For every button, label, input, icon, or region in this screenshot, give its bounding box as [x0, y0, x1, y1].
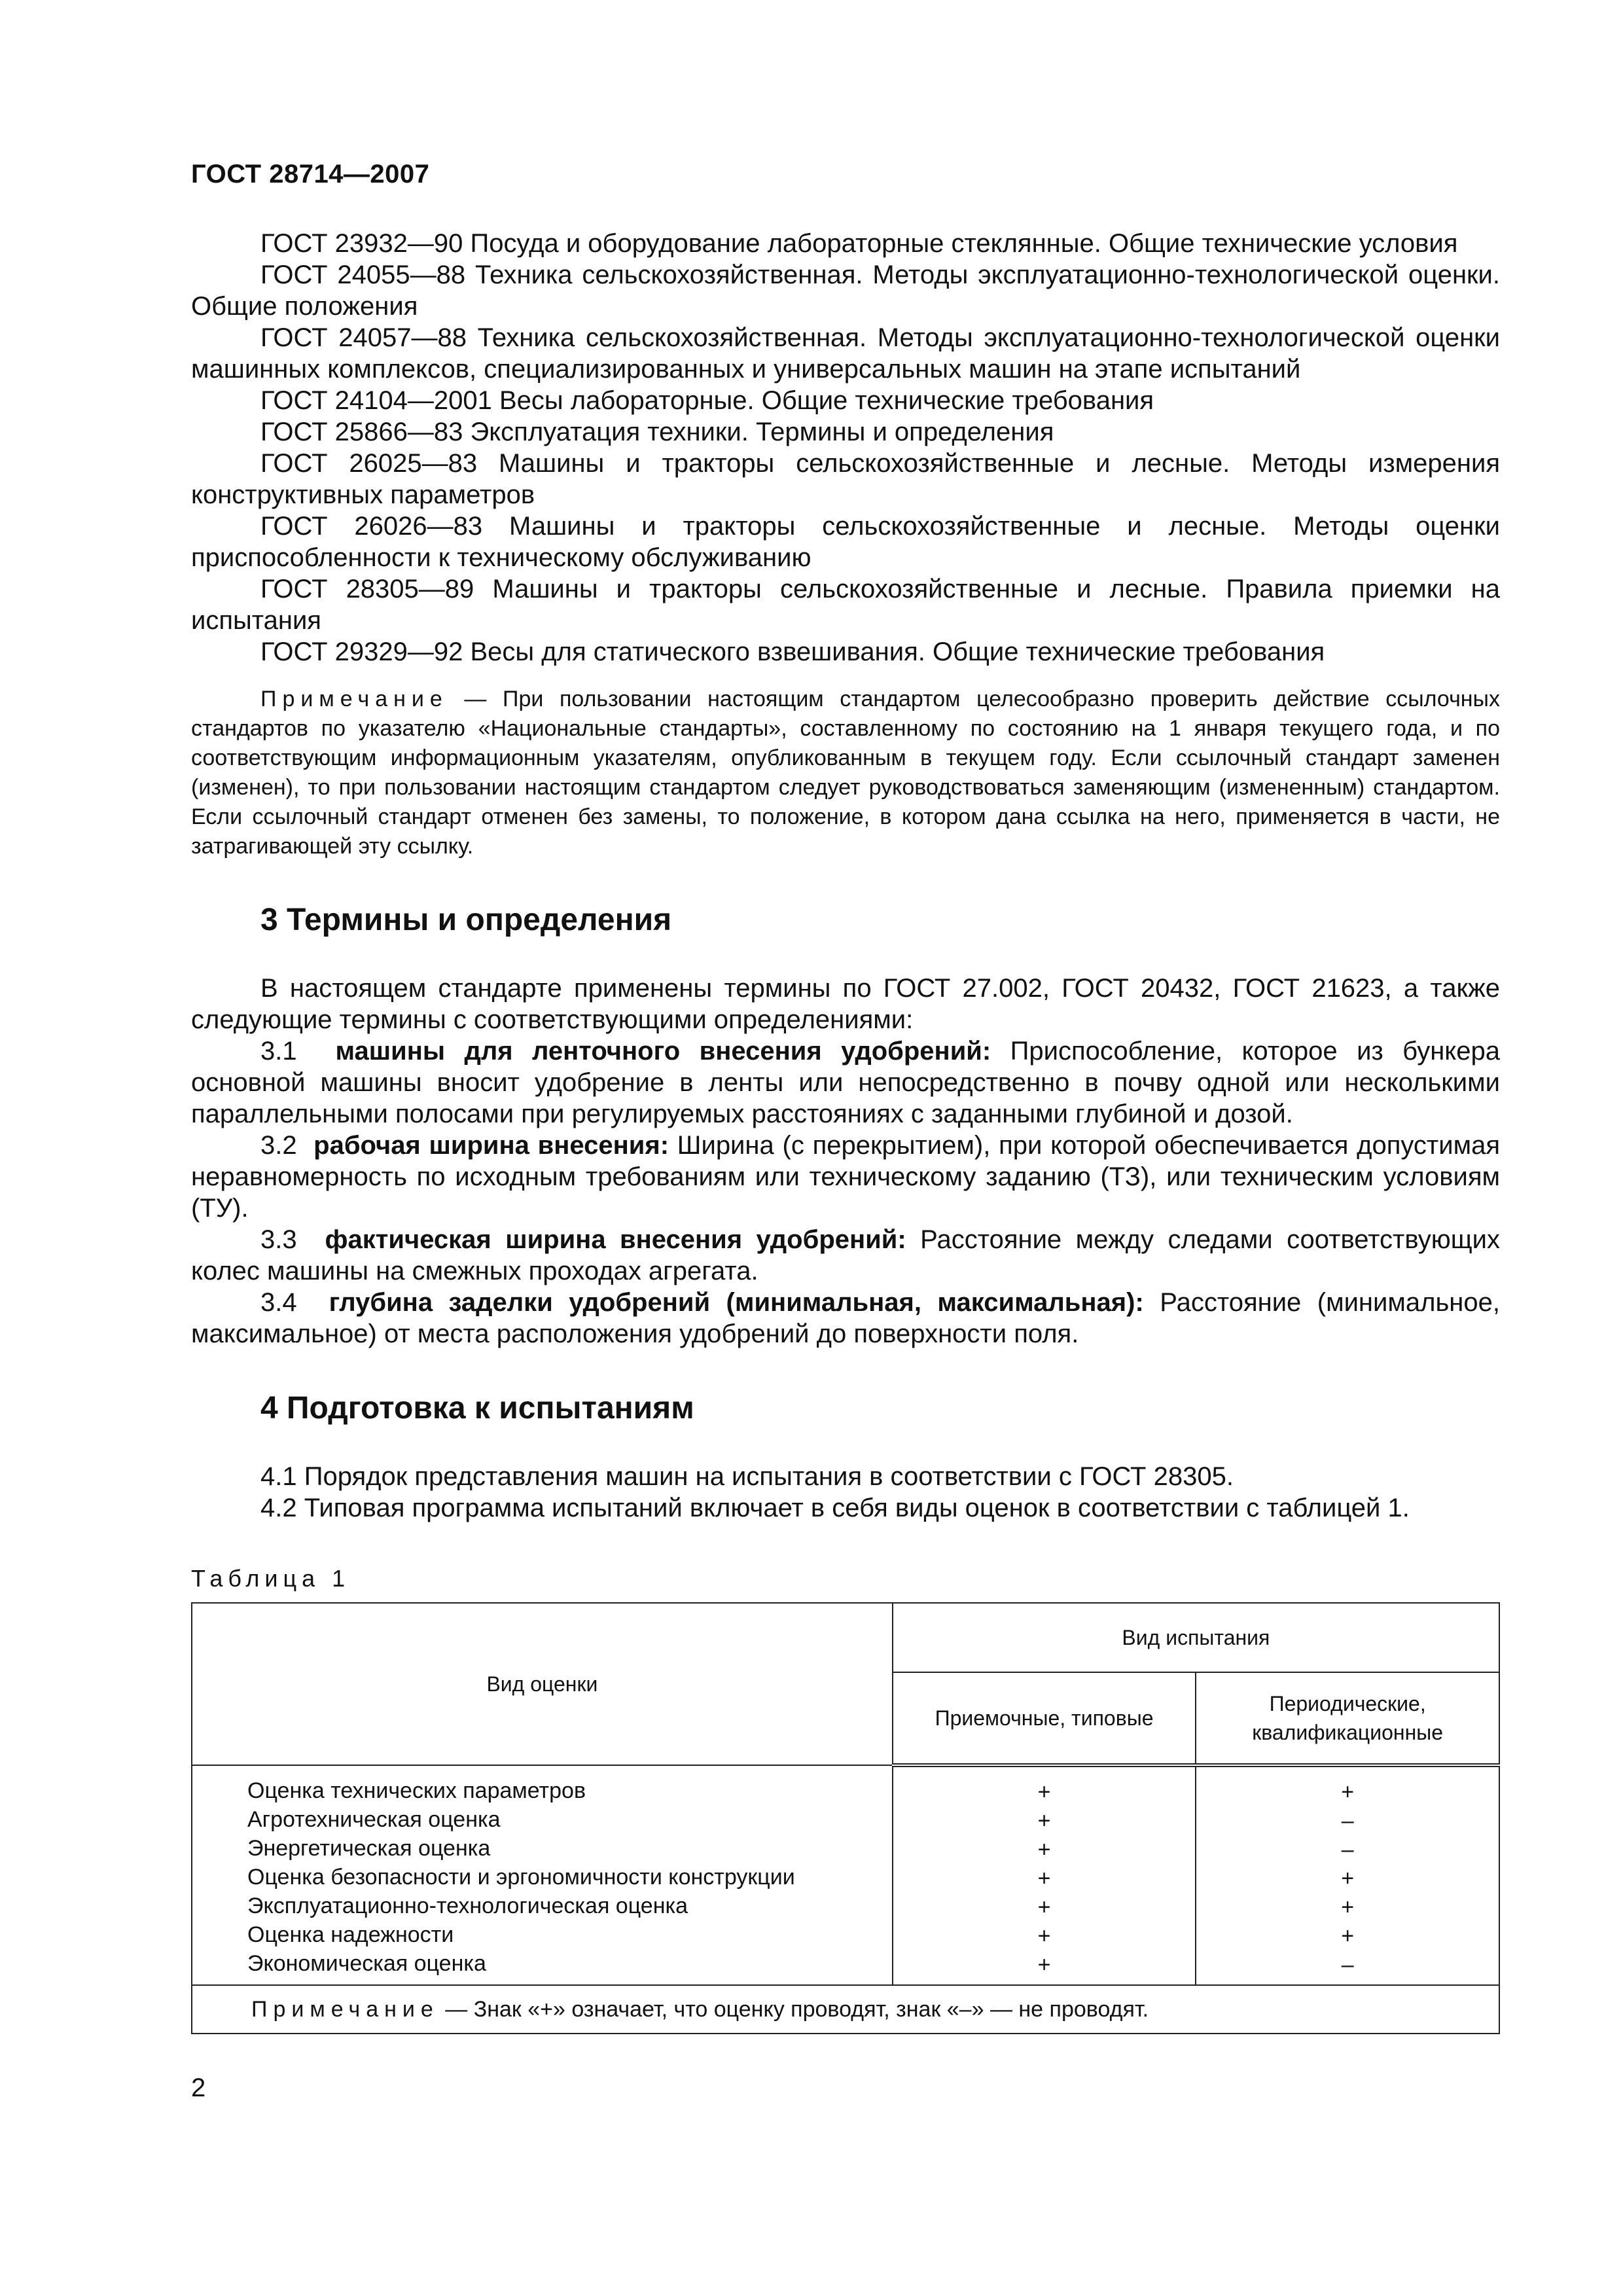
- periodic-mark: –: [1341, 1808, 1354, 1833]
- reference-list: [191, 228, 1500, 668]
- section-4-paragraph: 4.1 Порядок представления машин на испытания в соответствии с ГОСТ 28305.: [260, 1462, 1234, 1491]
- term-name: машины для ленточного внесения удобрений:: [335, 1037, 991, 1066]
- page-content: [191, 228, 1500, 2034]
- term-number: 3.1: [260, 1037, 297, 1066]
- periodic-mark: +: [1341, 1924, 1355, 1948]
- note-label: Примечание: [260, 687, 448, 711]
- reference-note: [191, 685, 1500, 861]
- term-name: рабочая ширина внесения:: [313, 1131, 669, 1160]
- section-4-title: 4 Подготовка к испытаниям: [260, 1391, 694, 1426]
- table-note-text: — Знак «+» означает, что оценку проводят, знак «–» — не проводят.: [445, 1997, 1149, 2022]
- acceptance-mark: +: [1037, 1952, 1051, 1977]
- evaluation-name: Оценка безопасности и эргономичности конструкции: [247, 1865, 795, 1890]
- periodic-mark: +: [1341, 1895, 1355, 1920]
- term-definition: [191, 1224, 1500, 1287]
- table-note-label: Примечание: [251, 1997, 439, 2022]
- evaluation-name: Оценка надежности: [247, 1922, 454, 1947]
- table-note: [192, 1985, 1499, 2034]
- periodic-marks-cell: [1196, 1765, 1499, 1985]
- reference-item: ГОСТ 24104—2001 Весы лабораторные. Общие технические требования: [260, 386, 1154, 415]
- acceptance-mark: +: [1037, 1866, 1051, 1891]
- periodic-mark: –: [1341, 1952, 1354, 1977]
- reference-item: ГОСТ 24055—88 Техника сельскохозяйственная. Методы эксплуатационно-технологической оценки. Общие положения: [191, 260, 1500, 321]
- acceptance-mark: +: [1037, 1924, 1051, 1948]
- page-number: 2: [191, 2073, 206, 2102]
- section-4-paragraph: 4.2 Типовая программа испытаний включает в себя виды оценок в соответствии с таблицей 1.: [260, 1494, 1410, 1522]
- evaluation-name: Оценка технических параметров: [247, 1778, 586, 1803]
- reference-item: ГОСТ 28305—89 Машины и тракторы сельскохозяйственные и лесные. Правила приемки на испытания: [191, 575, 1500, 635]
- reference-item: ГОСТ 25866—83 Эксплуатация техники. Термины и определения: [260, 418, 1054, 446]
- term-definition: [191, 1130, 1500, 1224]
- header-acceptance-tests: Приемочные, типовые: [893, 1672, 1196, 1765]
- term-number: 3.2: [260, 1131, 297, 1160]
- acceptance-mark: +: [1037, 1780, 1051, 1804]
- term-text: Расстояние между следами соответствующих колес машины на смежных проходах агрегата.: [191, 1225, 1500, 1285]
- evaluation-name: Агротехническая оценка: [247, 1807, 501, 1832]
- table-caption: Таблица 1: [191, 1565, 351, 1592]
- section-3-intro: В настоящем стандарте применены термины по ГОСТ 27.002, ГОСТ 20432, ГОСТ 21623, а также следующие термины с соответствующими определениями:: [191, 974, 1500, 1034]
- reference-item: ГОСТ 26026—83 Машины и тракторы сельскохозяйственные и лесные. Методы оценки приспособленности к техническому обслуживанию: [191, 512, 1500, 572]
- evaluation-name: Экономическая оценка: [247, 1951, 486, 1976]
- term-number: 3.4: [260, 1288, 297, 1317]
- note-text: — При пользовании настоящим стандартом целесообразно проверить действие ссылочных стандартов по указателю «Национальные стандарты», составленному по состоянию на 1 января текущего года, и по соответствующим информационным указателям, опубликованным в текущем году. Если ссылочный стандарт заменен (изменен), то при пользовании настоящим стандартом следует руководствоваться заменяющим (измененным) стандартом. Если ссылочный стандарт отменен без замены, то положение, в котором дана ссылка на него, применяется в части, не затрагивающей эту ссылку.: [191, 687, 1500, 859]
- periodic-mark: –: [1341, 1837, 1354, 1862]
- reference-item: ГОСТ 29329—92 Весы для статического взвешивания. Общие технические требования: [260, 637, 1325, 666]
- term-text: Расстояние (минимальное, максимальное) от места расположения удобрений до поверхности поля.: [191, 1288, 1500, 1348]
- document-header: ГОСТ 28714—2007: [191, 160, 430, 188]
- evaluation-name: Эксплуатационно-технологическая оценка: [247, 1893, 688, 1918]
- header-periodic-tests: Периодические, квалификационные: [1196, 1672, 1499, 1765]
- reference-item: ГОСТ 23932—90 Посуда и оборудование лабораторные стеклянные. Общие технические условия: [260, 229, 1458, 258]
- term-text: Приспособление, которое из бункера основной машины вносит удобрение в ленты или непосредственно в почву одной или несколькими параллельными полосами при регулируемых расстояниях с заданными глубиной и дозой.: [191, 1037, 1500, 1128]
- acceptance-mark: +: [1037, 1808, 1051, 1833]
- reference-item: ГОСТ 24057—88 Техника сельскохозяйственная. Методы эксплуатационно-технологической оценки машинных комплексов, специализированных и универсальных машин на этапе испытаний: [191, 323, 1500, 384]
- acceptance-marks-cell: [893, 1765, 1196, 1985]
- section-3-title: 3 Термины и определения: [260, 903, 672, 937]
- term-name: фактическая ширина внесения удобрений:: [325, 1225, 906, 1254]
- term-definition: [191, 1287, 1500, 1350]
- reference-item: ГОСТ 26025—83 Машины и тракторы сельскохозяйственные и лесные. Методы измерения конструктивных параметров: [191, 449, 1500, 509]
- acceptance-mark: +: [1037, 1837, 1051, 1862]
- header-test-type: Вид испытания: [893, 1603, 1499, 1672]
- periodic-mark: +: [1341, 1780, 1355, 1804]
- term-name: глубина заделки удобрений (минимальная, максимальная):: [329, 1288, 1144, 1317]
- periodic-mark: +: [1341, 1866, 1355, 1891]
- evaluation-table: [191, 1602, 1500, 2034]
- term-number: 3.3: [260, 1225, 297, 1254]
- evaluation-names-cell: [192, 1765, 893, 1985]
- term-definition: [191, 1035, 1500, 1130]
- evaluation-name: Энергетическая оценка: [247, 1836, 491, 1861]
- acceptance-mark: +: [1037, 1895, 1051, 1920]
- header-evaluation-type: Вид оценки: [192, 1603, 893, 1765]
- term-text: Ширина (с перекрытием), при которой обеспечивается допустимая неравномерность по исходным требованиям или техническому заданию (ТЗ), или техническим условиям (ТУ).: [191, 1131, 1500, 1223]
